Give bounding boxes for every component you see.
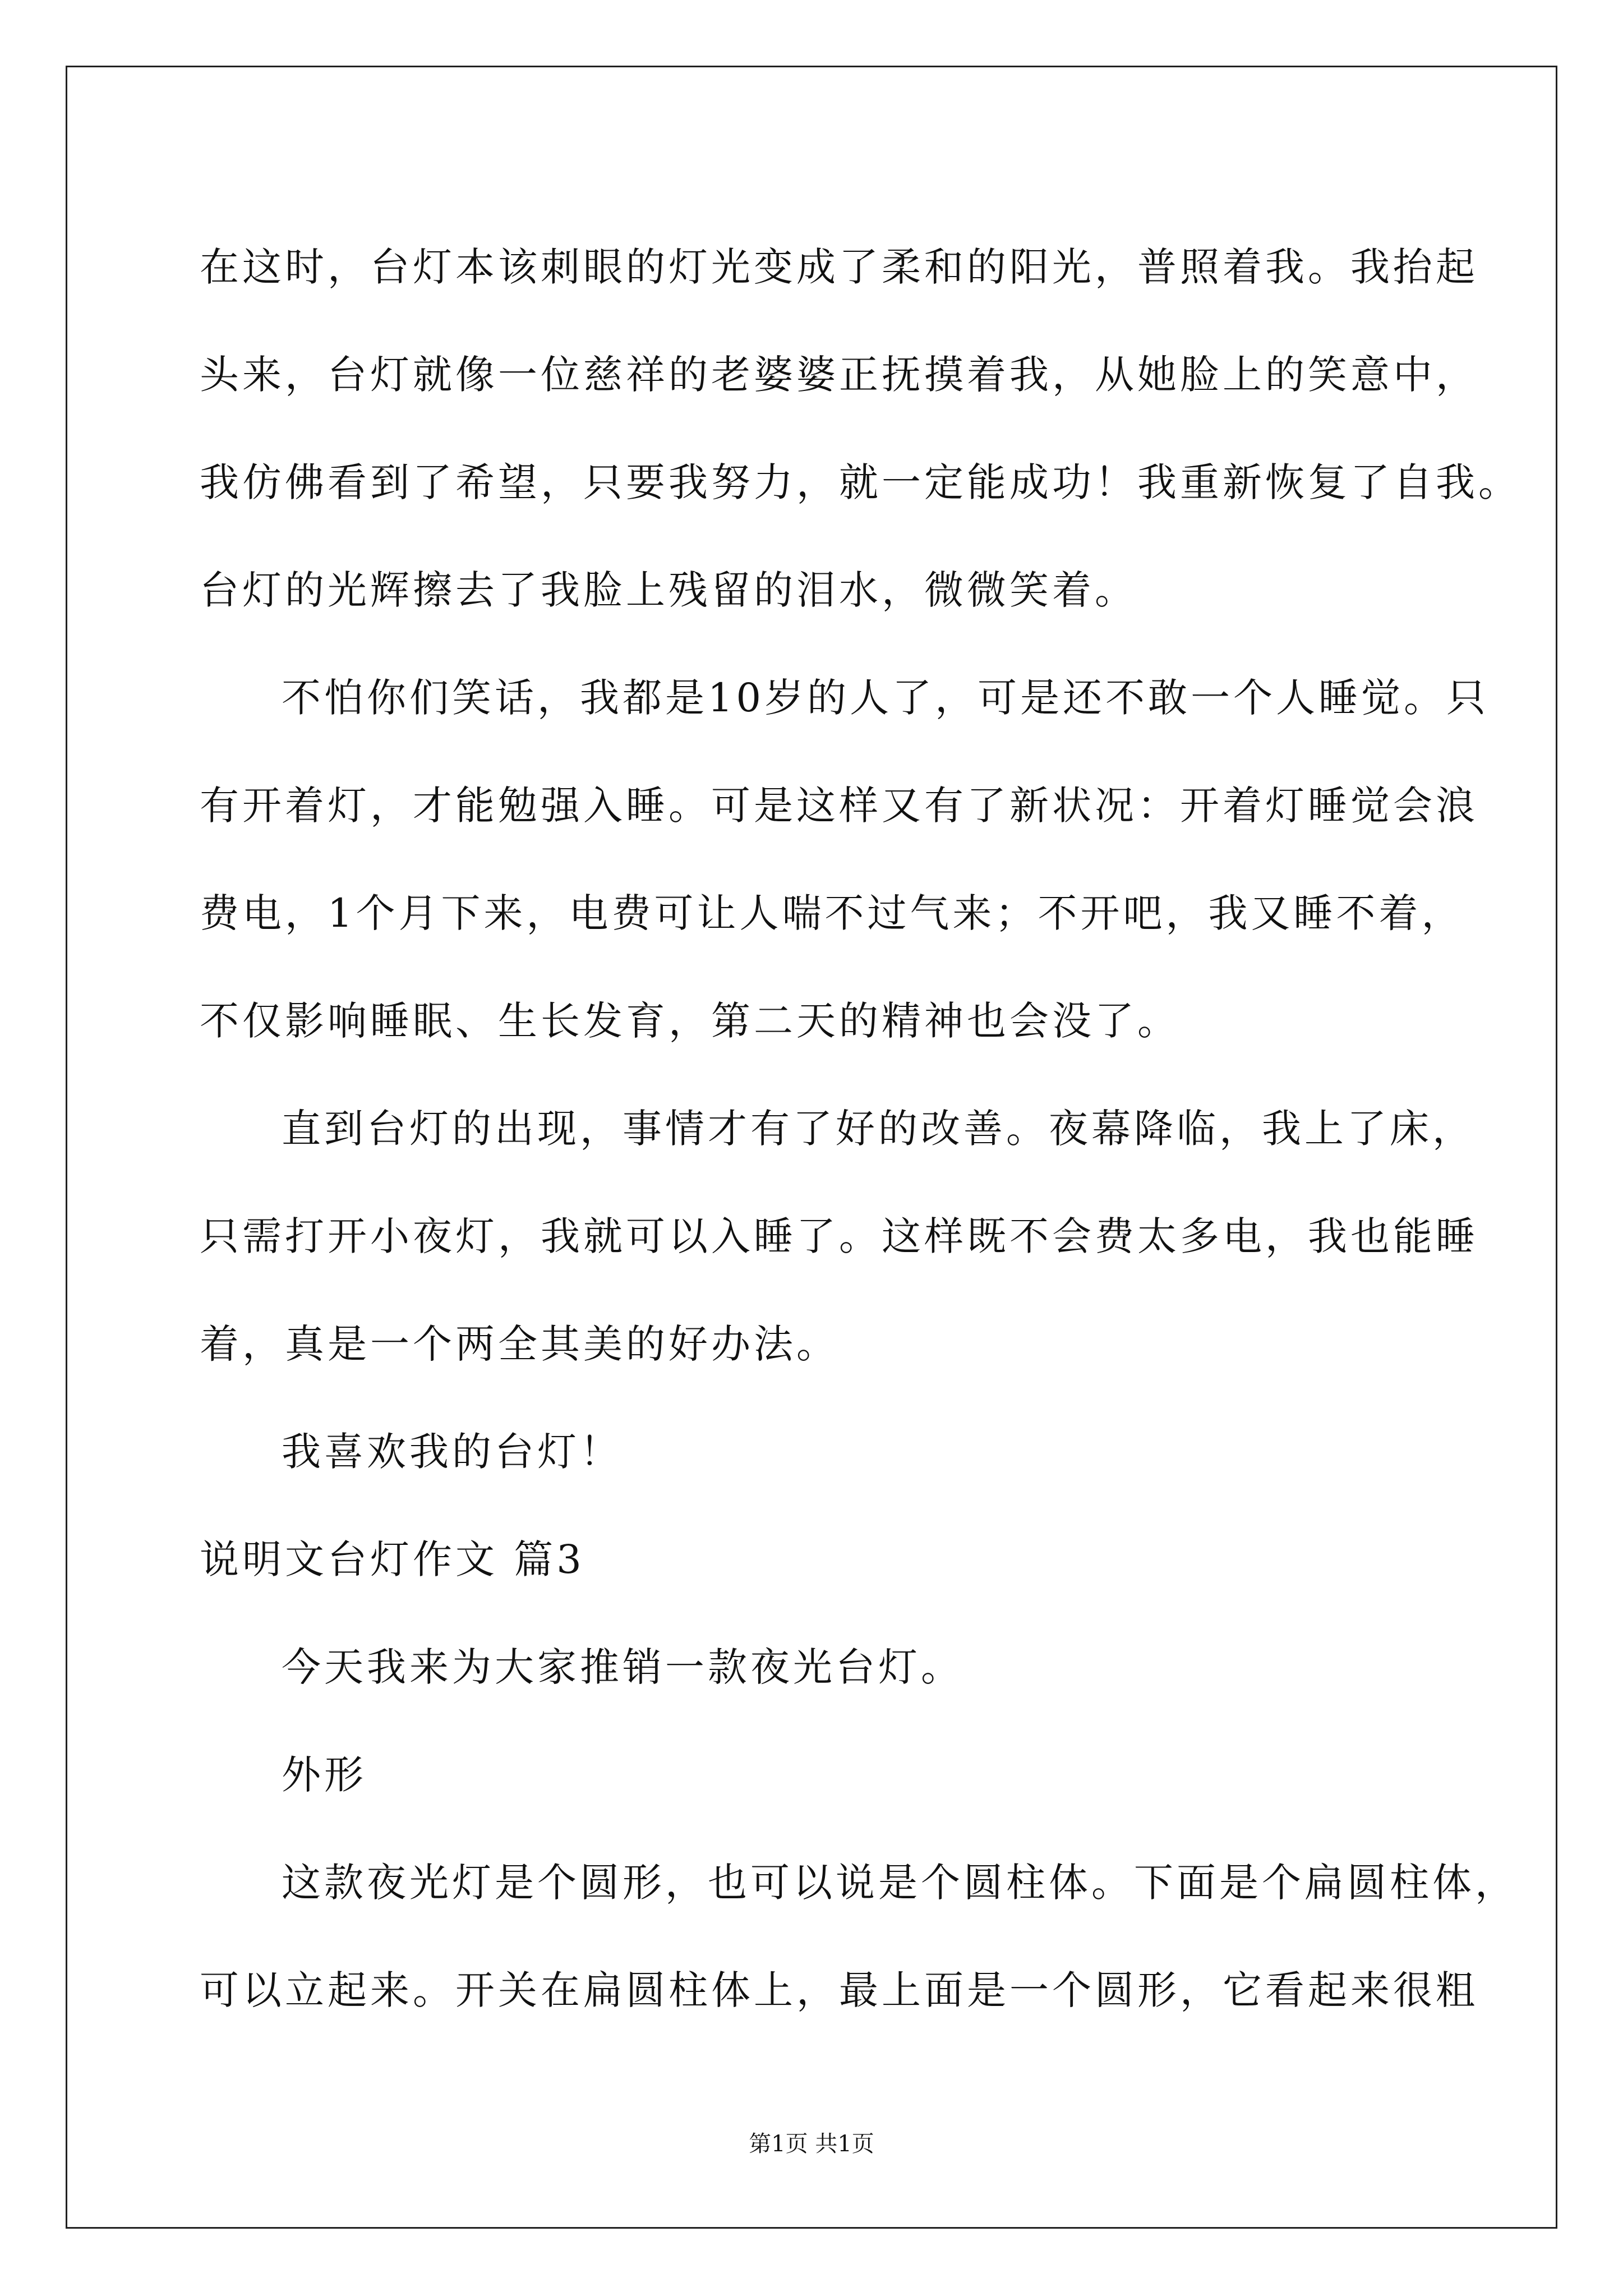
paragraph-line: 可以立起来。开关在扁圆柱体上，最上面是一个圆形，它看起来很粗	[200, 1967, 1478, 2013]
paragraph-line: 头来，台灯就像一位慈祥的老婆婆正抚摸着我，从她脸上的笑意中，	[200, 352, 1478, 398]
paragraph-line: 有开着灯，才能勉强入睡。可是这样又有了新状况：开着灯睡觉会浪	[200, 783, 1478, 829]
page-footer: 第1页 共1页	[749, 2131, 874, 2157]
document-body	[200, 213, 1521, 2044]
paragraph-line: 不怕你们笑话，我都是10岁的人了，可是还不敢一个人睡觉。只	[282, 675, 1490, 721]
paragraph-line: 台灯的光辉擦去了我脸上残留的泪水，微微笑着。	[200, 567, 1137, 613]
paragraph-line: 费电，1个月下来，电费可让人喘不过气来；不开吧，我又睡不着，	[200, 890, 1464, 936]
paragraph-line: 这款夜光灯是个圆形，也可以说是个圆柱体。下面是个扁圆柱体，	[282, 1860, 1518, 1906]
paragraph-line: 今天我来为大家推销一款夜光台灯。	[282, 1644, 963, 1690]
paragraph-line: 着，真是一个两全其美的好办法。	[200, 1321, 839, 1367]
subheading: 外形	[282, 1752, 367, 1798]
paragraph-line: 不仅影响睡眠、生长发育，第二天的精神也会没了。	[200, 998, 1180, 1044]
paragraph-line: 只需打开小夜灯，我就可以入睡了。这样既不会费太多电，我也能睡	[200, 1213, 1478, 1259]
paragraph-line: 我仿佛看到了希望，只要我努力，就一定能成功！我重新恢复了自我。	[200, 459, 1521, 505]
paragraph-line: 我喜欢我的台灯！	[282, 1429, 623, 1475]
paragraph-line: 直到台灯的出现，事情才有了好的改善。夜幕降临，我上了床，	[282, 1106, 1475, 1152]
paragraph-line: 在这时，台灯本该刺眼的灯光变成了柔和的阳光，普照着我。我抬起	[200, 244, 1478, 290]
section-heading: 说明文台灯作文 篇3	[200, 1536, 585, 1582]
